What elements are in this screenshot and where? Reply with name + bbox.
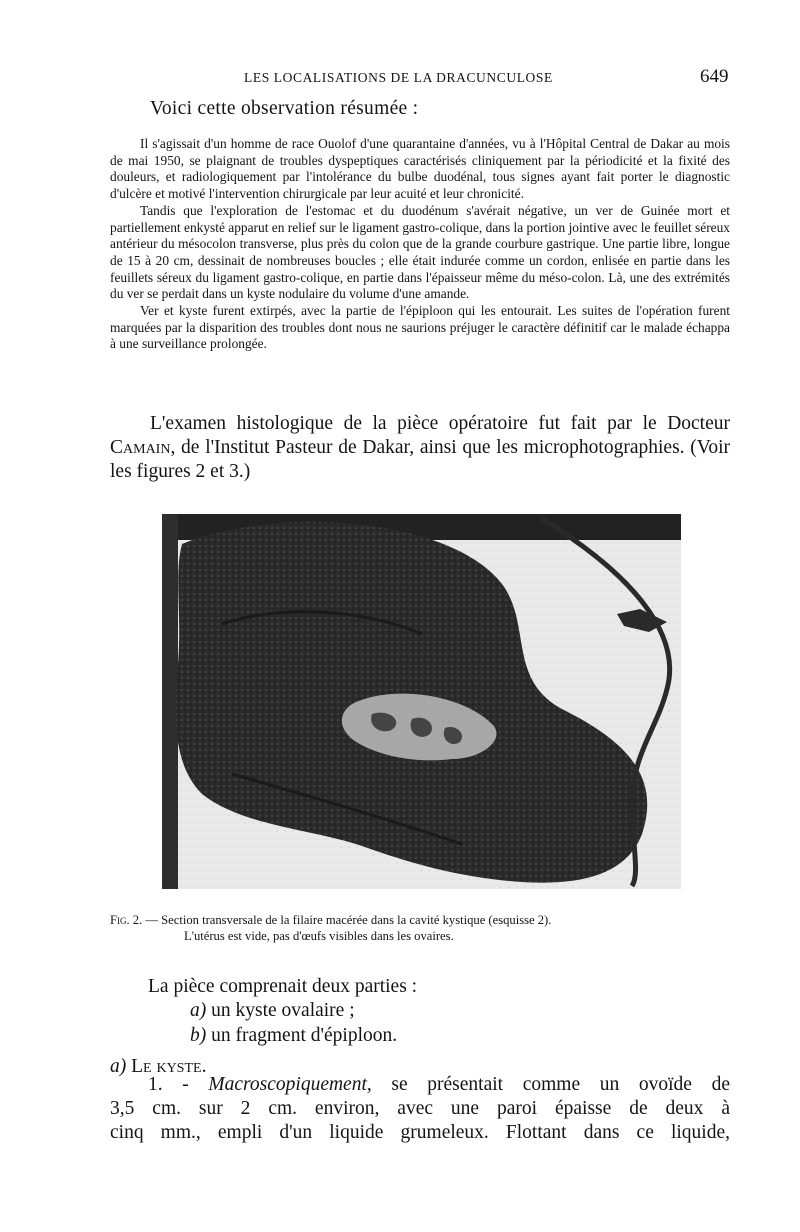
list-item-label: b) bbox=[190, 1025, 207, 1046]
list-item-text: un kyste ovalaire ; bbox=[206, 1000, 355, 1021]
body-line-text: 3,5 cm. sur 2 cm. environ, avec une paroi épaisse de deux à bbox=[110, 1098, 730, 1119]
caption-line: L'utérus est vide, pas d'œufs visibles dans les ovaires. bbox=[184, 929, 454, 943]
body-line bbox=[110, 1122, 730, 1144]
micrograph-image bbox=[162, 514, 681, 889]
histology-paragraph bbox=[110, 412, 730, 484]
section-label: a) bbox=[110, 1056, 127, 1077]
histology-text-end: , de l'Institut Pasteur de Dakar, ainsi que les microphotographies. (Voir les figures 2 et 3.) bbox=[110, 437, 730, 482]
parts-heading: La pièce comprenait deux parties : bbox=[148, 976, 418, 997]
body-line-italic: Macroscopiquement, bbox=[208, 1074, 372, 1095]
body-line-prefix: 1. - bbox=[148, 1074, 209, 1095]
body-line-rest: se présentait comme un ovoïde de bbox=[371, 1074, 730, 1095]
summary-paragraph: Tandis que l'exploration de l'estomac et du duodénum s'avérait négative, un ver de Guinée mort et partiellement enkysté apparut en relief sur le ligament gastro-colique, dans la portion jointive avec le feuillet séreux antérieur du mésocolon transverse, plus près du colon que de la grande courbure gastrique. Une partie libre, longue de 15 à 20 cm, dessinait de nombreuses boucles ; elle était indurée comme un cordon, enlisée en partie dans les feuillets séreux du ligament gastro-colique, en partie dans l'épaisseur même du méso-colon. Là, une des extrémités du ver se perdait dans un kyste nodulaire du volume d'une amande. bbox=[110, 202, 730, 302]
histology-text-start: L'examen histologique de la pièce opératoire fut fait par le Docteur bbox=[150, 413, 730, 434]
page-number: 649 bbox=[700, 66, 729, 87]
summary-paragraph: Il s'agissait d'un homme de race Ouolof d'une quarantaine d'années, vu à l'Hôpital Central de Dakar au mois de mai 1950, se plaignant de troubles dyspeptiques caractérisés cliniquement par la périodicité et la fixité des douleurs, et radiologiquement par l'intolérance du bulbe duodénal, tous signes ayant fait porter le diagnostic d'ulcère et motivé l'intervention chirurgicale par leur acuité et leur chronicité. bbox=[110, 136, 730, 202]
list-item-label: a) bbox=[190, 1000, 207, 1021]
body-line bbox=[110, 1098, 730, 1120]
summary-paragraph: Ver et kyste furent extirpés, avec la partie de l'épiploon qui les entourait. Les suites de l'opération furent marquées par la disparition des troubles dont nous ne saurions préjuger le caractère définitif car le malade échappa à une surveillance prolongée. bbox=[110, 303, 730, 352]
section-title: Le kyste. bbox=[131, 1056, 207, 1077]
figure-caption bbox=[110, 912, 750, 944]
caption-text: — Section transversale de la filaire macérée dans la cavité kystique (esquisse 2). bbox=[142, 913, 552, 927]
figure-label: Fig. 2. bbox=[110, 913, 143, 927]
body-line bbox=[148, 1074, 730, 1096]
intro-line: Voici cette observation résumée : bbox=[150, 98, 419, 119]
running-title: LES LOCALISATIONS DE LA DRACUNCULOSE bbox=[244, 70, 553, 85]
micrograph-figure bbox=[162, 514, 681, 889]
running-header bbox=[0, 66, 800, 90]
list-item bbox=[190, 1000, 355, 1022]
caption-line bbox=[110, 912, 750, 928]
list-item bbox=[190, 1025, 397, 1047]
author-name: Camain bbox=[110, 437, 171, 458]
observation-summary bbox=[110, 136, 730, 353]
list-item-text: un fragment d'épiploon. bbox=[206, 1025, 398, 1046]
body-line-text: cinq mm., empli d'un liquide grumeleux. Flottant dans ce liquide, bbox=[110, 1122, 730, 1143]
